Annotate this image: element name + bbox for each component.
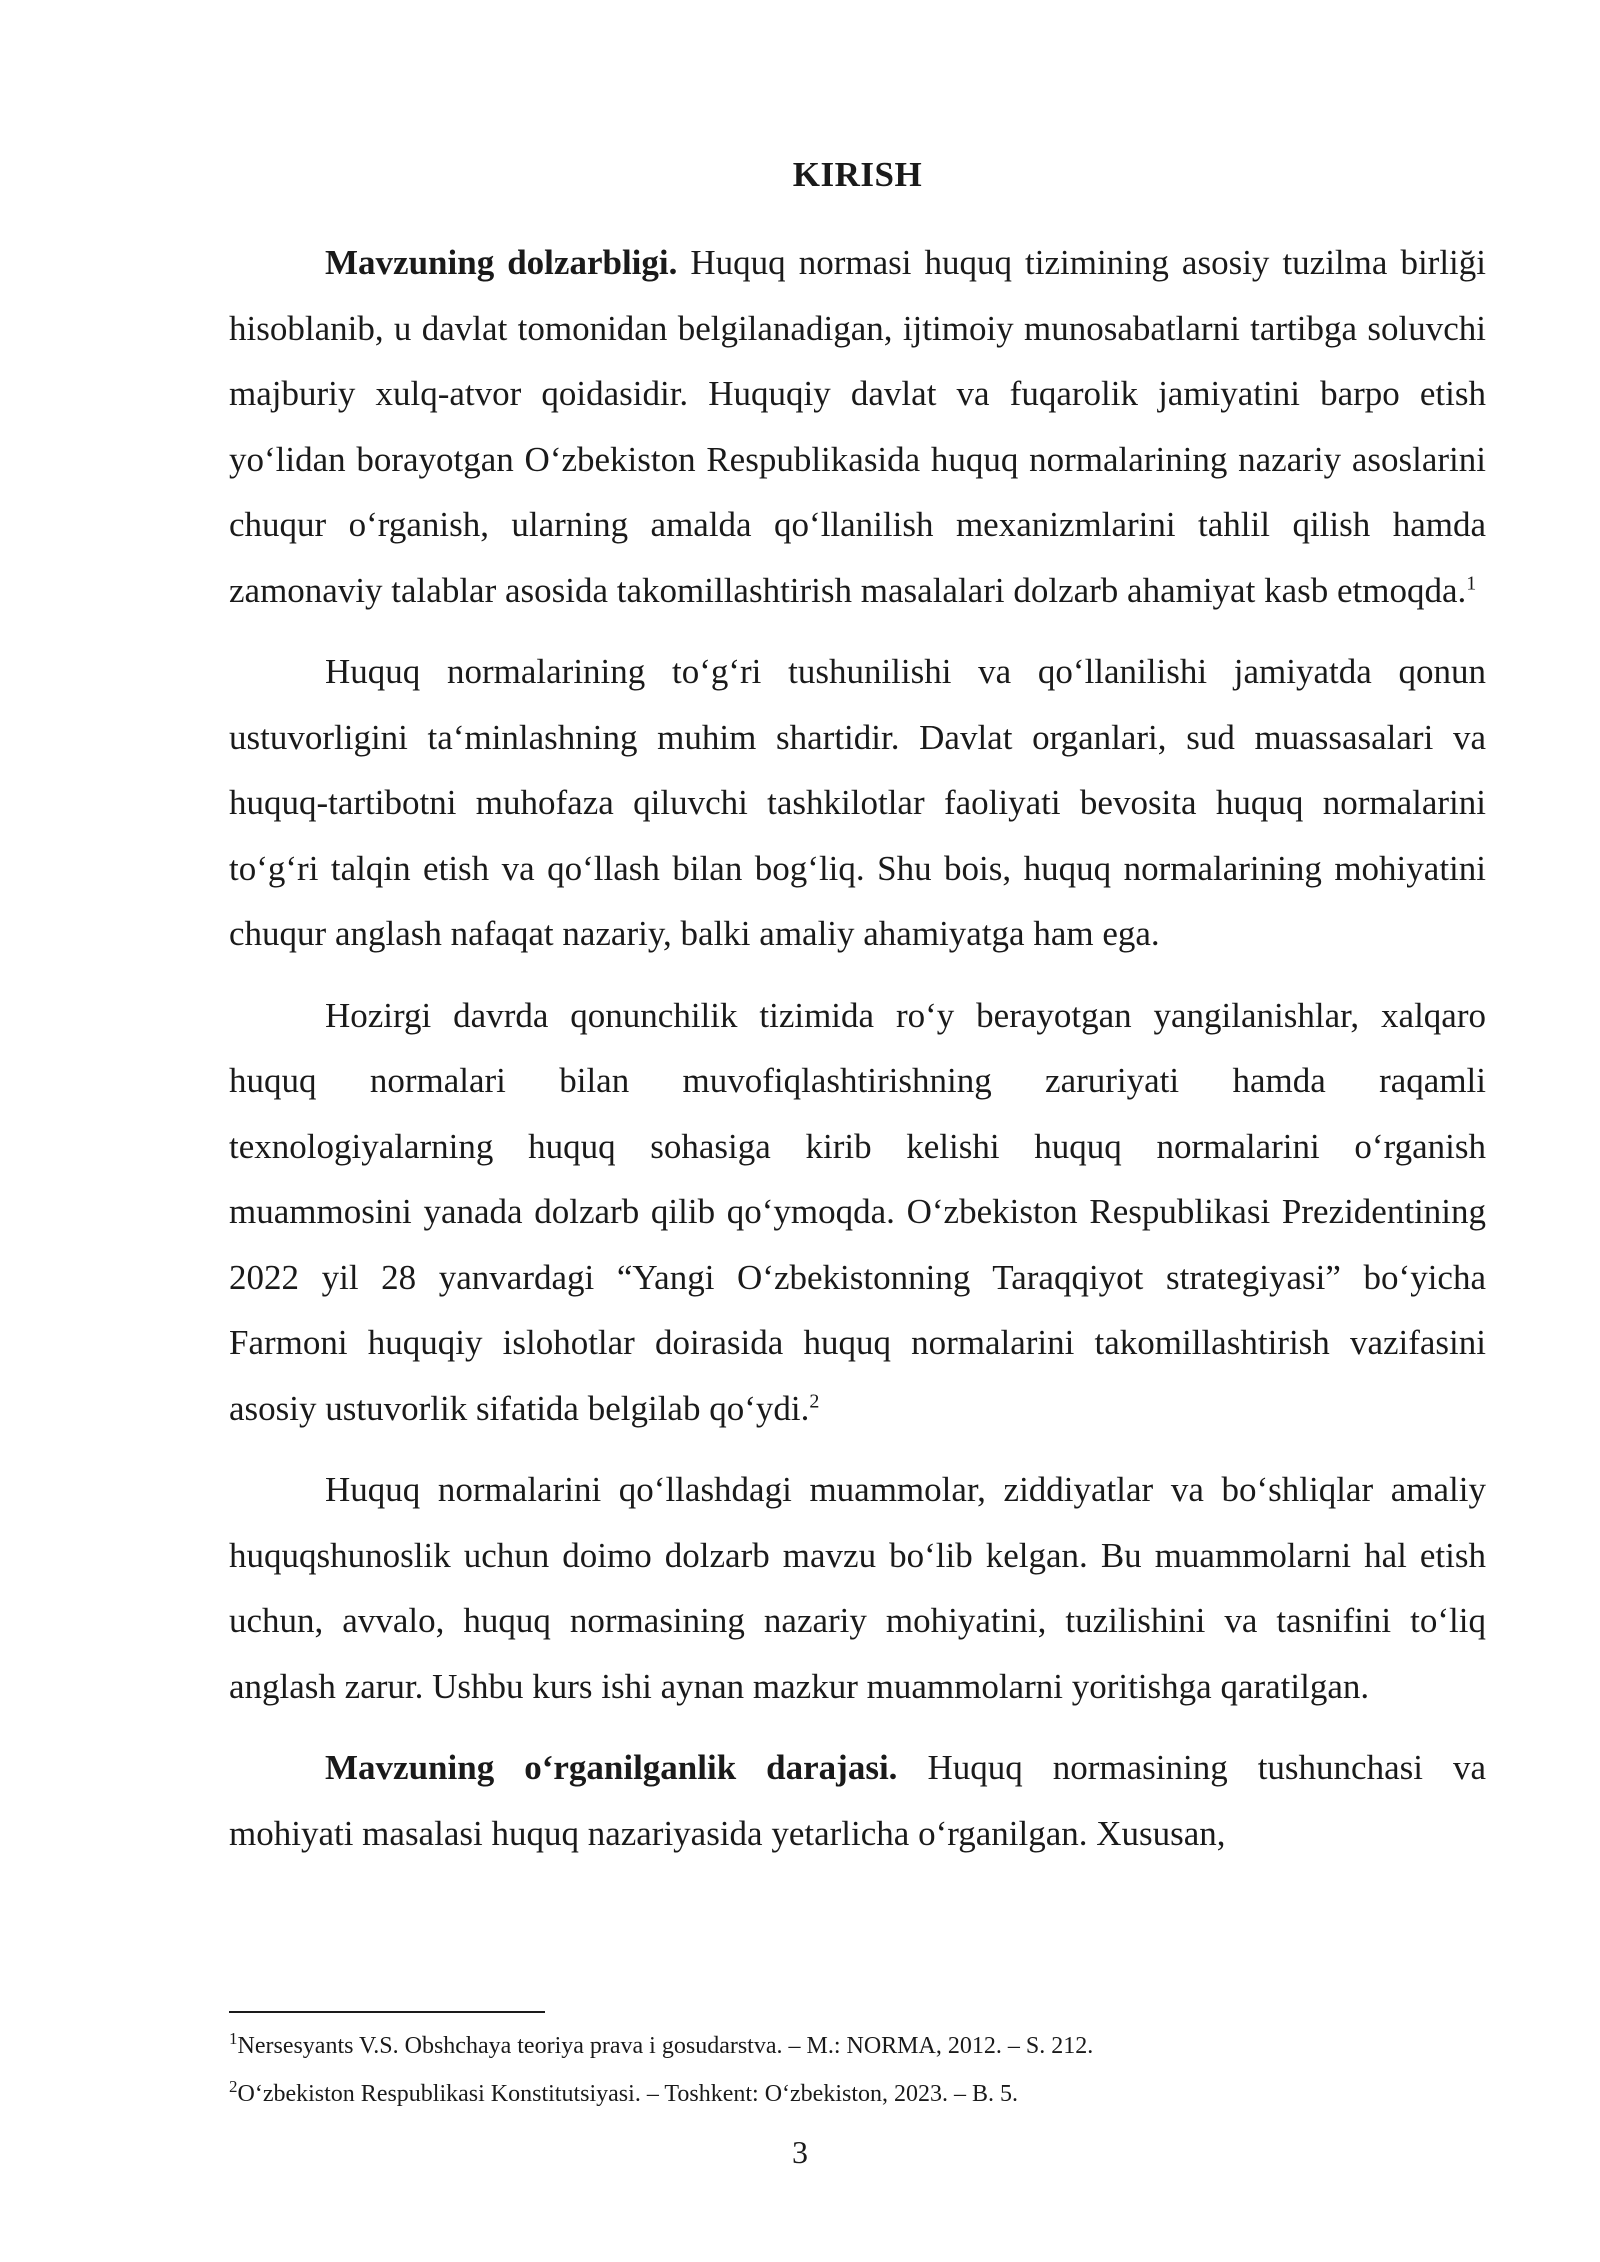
footnote-number: 1 [229, 2029, 238, 2048]
paragraph-text: Huquq normalarini qo‘llashdagi muammolar, ziddiyatlar va bo‘shliqlar amaliy huquqshunoslik uchun doimo dolzarb mavzu bo‘lib kelgan. Bu muammolarni hal etish uchun, avvalo, huquq normasining nazariy mohiyatini, tuzilishini va tasnifini to‘liq anglash zarur. Ushbu kurs ishi aynan mazkur muammolarni yoritishga qaratilgan. [229, 1470, 1486, 1706]
body-text [229, 150, 1486, 1866]
paragraph-text: Huquq normalarining to‘g‘ri tushunilishi va qo‘llanilishi jamiyatda qonun ustuvorligini ta‘minlashning muhim shartidir. Davlat organlari, sud muassasalari va huquq-tartibotni muhofaza qiluvchi tashkilotlar faoliyati bevosita huquq normalarini to‘g‘ri talqin etish va qo‘llash bilan bog‘liq. Shu bois, huquq normalarining mohiyatini chuqur anglash nafaqat nazariy, balki amaliy ahamiyatga ham ega. [229, 652, 1486, 953]
paragraph-text: Hozirgi davrda qonunchilik tizimida ro‘y berayotgan yangilanishlar, xalqaro huquq normalari bilan muvofiqlashtirishning zaruriyati hamda raqamli texnologiyalarning huquq sohasiga kirib kelishi huquq normalarini o‘rganish muammosini yanada dolzarb qilib qo‘ymoqda. O‘zbekiston Respublikasi Prezidentining 2022 yil 28 yanvardagi “Yangi O‘zbekistonning Taraqqiyot strategiyasi” bo‘yicha Farmoni huquqiy islohotlar doirasida huquq normalarini takomillashtirish vazifasini asosiy ustuvorlik sifatida belgilab qo‘ydi. [229, 995, 1486, 1428]
page-number: 3 [792, 2134, 808, 2170]
paragraph-relevance [229, 230, 1486, 623]
footnote-text: O‘zbekiston Respublikasi Konstitutsiyasi. – Toshkent: O‘zbekiston, 2023. – B. 5. [237, 2081, 1019, 2107]
footnote-separator [229, 2011, 545, 2013]
footnote-reference[interactable]: 2 [809, 1389, 820, 1412]
paragraph-text: Huquq normasining tushunchasi va mohiyati masalasi huquq nazariyasida yetarlicha o‘rganilgan. Xususan, [229, 1748, 1487, 1853]
paragraph [229, 639, 1486, 967]
paragraph-lead: Mavzuning o‘rganilganlik darajasi. [325, 1748, 898, 1787]
footnote-number: 2 [229, 2077, 238, 2096]
paragraph [229, 1457, 1486, 1719]
footnote-reference[interactable]: 1 [1466, 571, 1477, 594]
footnote [229, 2022, 1486, 2070]
footnote-text: Nersesyants V.S. Obshchaya teoriya prava i gosudarstva. – M.: NORMA, 2012. – S. 212. [237, 2033, 1094, 2059]
paragraph [229, 983, 1486, 1442]
footnote [229, 2070, 1486, 2118]
page-title: KIRISH [792, 155, 923, 194]
paragraph-study-degree [229, 1735, 1486, 1866]
paragraph-lead: Mavzuning dolzarbligi. [325, 243, 678, 282]
footnotes [229, 2022, 1486, 2118]
paragraph-text: Huquq normasi huquq tizimining asosiy tuzilma birliği hisoblanib, u davlat tomonidan belgilanadigan, ijtimoiy munosabatlarni tartibga soluvchi majburiy xulq-atvor qoidasidir. Huquqiy davlat va fuqarolik jamiyatini barpo etish yo‘lidan borayotgan O‘zbekiston Respublikasida huquq normalarining nazariy asoslarini chuqur o‘rganish, ularning amalda qo‘llanilish mexanizmlarini tahlil qilish hamda zamonaviy talablar asosida takomillashtirish masalalari dolzarb ahamiyat kasb etmoqda. [229, 243, 1486, 610]
